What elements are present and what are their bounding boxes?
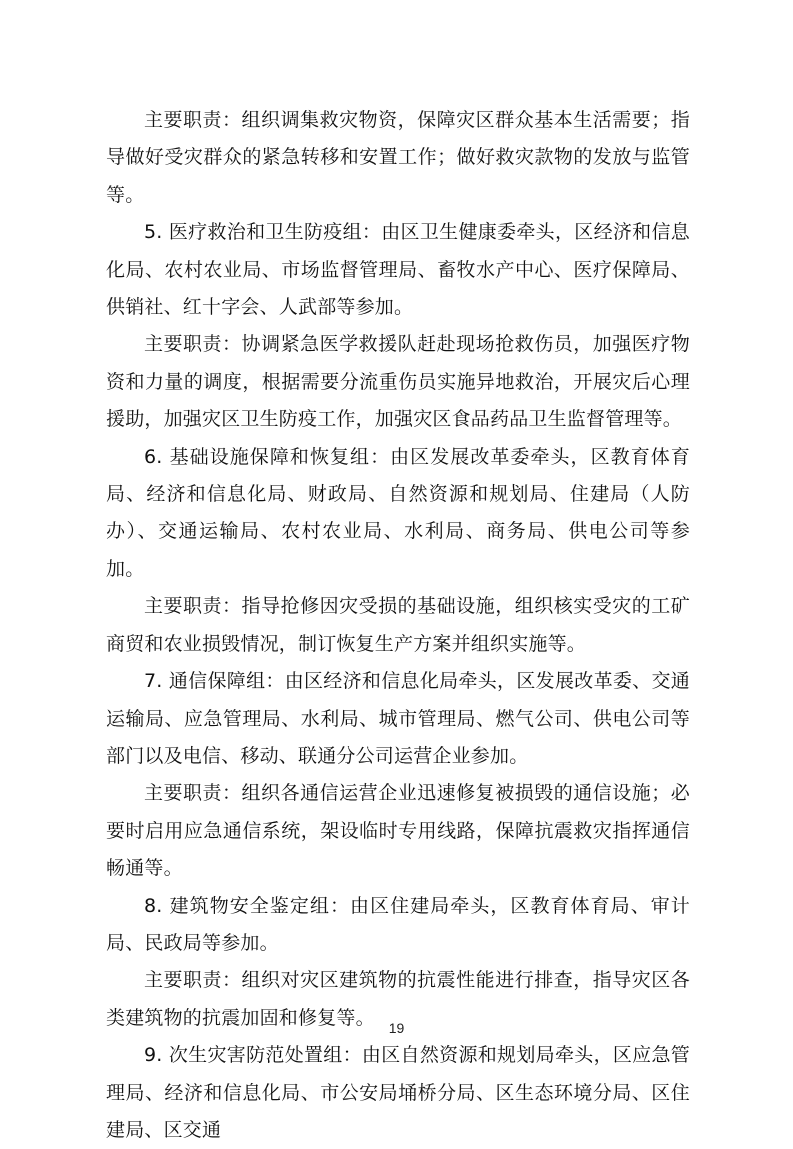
paragraph-communication-group: 7. 通信保障组：由区经济和信息化局牵头，区发展改革委、交通运输局、应急管理局、水利局、城市管理局、燃气公司、供电公司等部门以及电信、移动、联通分公司运营企业参加。 <box>106 670 690 767</box>
paragraph-duties-building-safety: 主要职责：组织对灾区建筑物的抗震性能进行排查，指导灾区各类建筑物的抗震加固和修复等。 <box>106 969 690 1029</box>
paragraph-infrastructure-group: 6. 基础设施保障和恢复组：由区发展改革委牵头，区教育体育局、经济和信息化局、财政局、自然资源和规划局、住建局（人防办）、交通运输局、农村农业局、水利局、商务局、供电公司等参加。 <box>106 445 690 580</box>
paragraph-secondary-disaster-group: 9. 次生灾害防范处置组：由区自然资源和规划局牵头，区应急管理局、经济和信息化局、市公安局埇桥分局、区生态环境分局、区住建局、区交通 <box>106 1044 690 1141</box>
page-number: 19 <box>388 1020 405 1036</box>
paragraph-duties-communication: 主要职责：组织各通信运营企业迅速修复被损毁的通信设施；必要时启用应急通信系统，架设临时专用线路，保障抗震救灾指挥通信畅通等。 <box>106 782 690 880</box>
paragraph-duties-medical: 主要职责：协调紧急医学救援队赶赴现场抢救伤员，加强医疗物资和力量的调度，根据需要分流重伤员实施异地救治，开展灾后心理援助，加强灾区卫生防疫工作，加强灾区食品药品卫生监督管理等。 <box>106 333 690 431</box>
paragraph-medical-group: 5. 医疗救治和卫生防疫组：由区卫生健康委牵头，区经济和信息化局、农村农业局、市场监督管理局、畜牧水产中心、医疗保障局、供销社、红十字会、人武部等参加。 <box>106 221 690 319</box>
paragraph-building-safety-group: 8. 建筑物安全鉴定组：由区住建局牵头，区教育体育局、审计局、民政局等参加。 <box>106 894 690 954</box>
paragraph-duties-relief-supplies: 主要职责：组织调集救灾物资，保障灾区群众基本生活需要；指导做好受灾群众的紧急转移和安置工作；做好救灾款物的发放与监管等。 <box>106 109 690 206</box>
document-body <box>106 102 690 1149</box>
paragraph-duties-infrastructure: 主要职责：指导抢修因灾受损的基础设施，组织核实受灾的工矿商贸和农业损毁情况，制订恢复生产方案并组织实施等。 <box>106 595 690 655</box>
